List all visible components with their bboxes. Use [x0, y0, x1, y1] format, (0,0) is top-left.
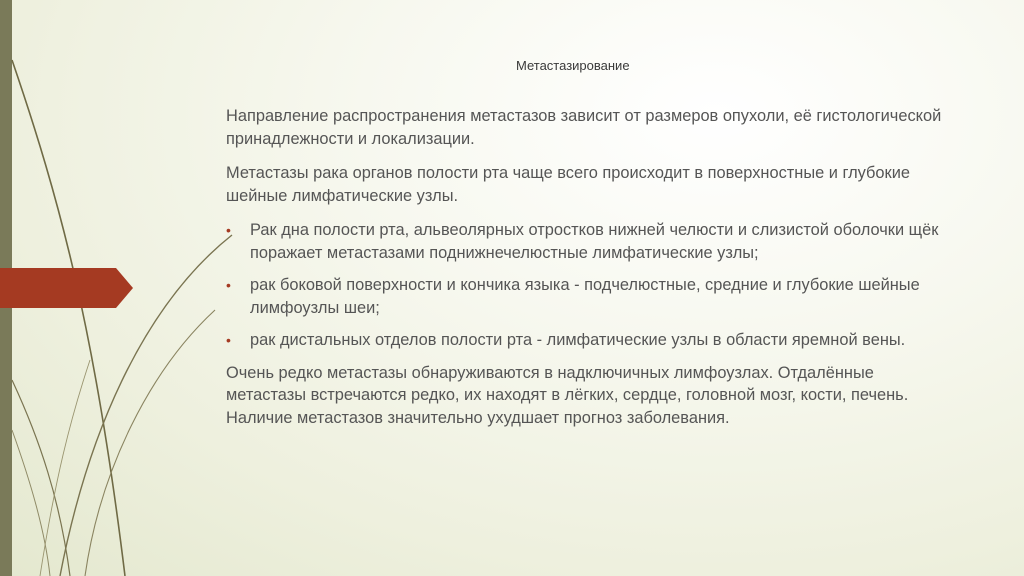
red-accent-arrow	[0, 268, 133, 308]
metastasis-paragraph: Метастазы рака органов полости рта чаще всего происходит в поверхностные и глубокие шейные лимфатические узлы.	[226, 164, 910, 205]
bullet-text: рак дистальных отделов полости рта - лимфатические узлы в области яремной вены.	[250, 331, 906, 349]
intro-paragraph: Направление распространения метастазов зависит от размеров опухоли, её гистологической принадлежности и локализации.	[226, 107, 942, 148]
bullet-dot-icon: •	[226, 277, 231, 293]
bullet-item	[226, 219, 956, 264]
bullet-text: Рак дна полости рта, альвеолярных отростков нижней челюсти и слизистой оболочки щёк поражает метастазами поднижнечелюстные лимфатические узлы;	[250, 221, 939, 262]
bullet-list	[226, 219, 956, 352]
slide-title: Метастазирование	[516, 58, 630, 73]
slide-content	[226, 105, 956, 441]
bullet-item	[226, 274, 956, 319]
bullet-text: рак боковой поверхности и кончика языка - подчелюстные, средние и глубокие шейные лимфоузлы шеи;	[250, 276, 920, 317]
grass-stems-decoration	[0, 0, 240, 576]
grass-stem	[12, 430, 50, 576]
grass-stem	[85, 310, 215, 576]
grass-stem	[12, 60, 125, 576]
bullet-item	[226, 329, 956, 352]
grass-stem	[12, 380, 70, 576]
bullet-dot-icon: •	[226, 222, 231, 238]
closing-paragraph: Очень редко метастазы обнаруживаются в надключичных лимфоузлах. Отдалённые метастазы встречаются редко, их находят в лёгких, сердце, головной мозг, кости, печень. Наличие метастазов значительно ухудшает прогноз заболевания.	[226, 363, 909, 427]
bullet-dot-icon: •	[226, 332, 231, 348]
